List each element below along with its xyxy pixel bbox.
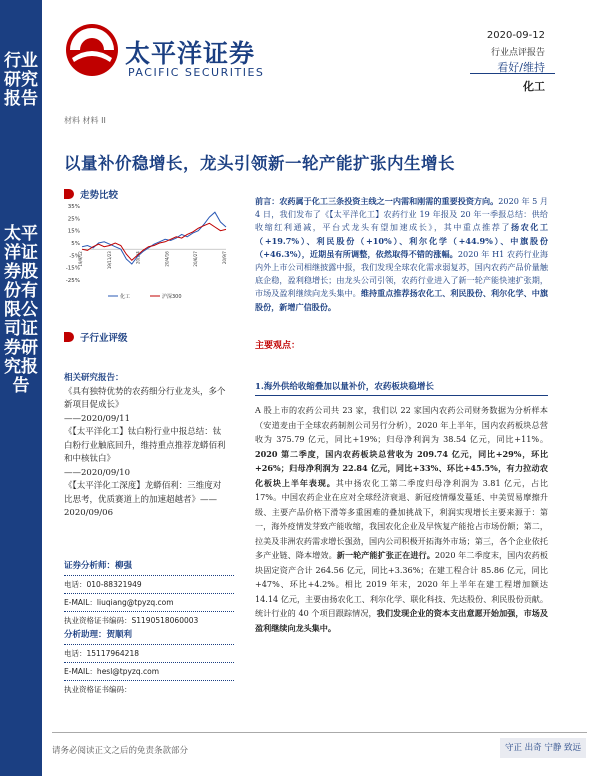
sub-rating-title: 子行业评级: [80, 333, 128, 344]
trend-section-head: [64, 187, 118, 201]
x-tick-label: 20/2/4: [135, 251, 141, 265]
series-line-chemical: [82, 212, 226, 264]
legend-label: 化工: [120, 294, 131, 300]
section-1-body: [255, 403, 548, 635]
y-tick-label: 25%: [67, 216, 80, 223]
preface-paragraph: [255, 195, 548, 314]
trend-section-title: 走势比较: [80, 190, 119, 201]
related-reports-title: 相关研究报告：: [64, 373, 124, 383]
preface-label: 前言：: [255, 196, 280, 206]
footer-motto: 守正 出奇 宁静 致远: [500, 738, 586, 758]
y-tick-label: 5%: [71, 241, 80, 247]
pacific-logo-icon: [64, 22, 120, 78]
legend-label: 沪深300: [162, 294, 182, 300]
rating-label: 看好/维持: [497, 61, 545, 74]
footer-disclaimer: 请务必阅读正文之后的免责条款部分: [52, 746, 189, 756]
body-text-e: 2020 年二季度末，国内农药板块固定资产合计 264.56 亿元，同比+3.36%；在建工程合计 85.86 亿元，同比+47%、环比+4.2%。相比 2019 年末，2020 年上半年在建工程增加额达 14.14 亿元，主要由扬农化工、利尔化学、联化科技、先达股份、利民股份贡献。统计行业的 40 个项目跟踪情况，: [255, 550, 548, 618]
y-tick-group: [66, 204, 226, 284]
brand-name-en: PACIFIC SECURITIES: [128, 66, 265, 79]
trend-chart: [60, 200, 230, 302]
divider: [64, 662, 234, 663]
body-text-a: A 股上市的农药公司共 23 家，我们以 22 家国内农药公司财务数据为分析样本（安道麦由于全球农药制剂公司另行分析），2020 年上半年，国内农药板块总营收为 375.79 亿元，同比+19%；归母净利润为 38.54 亿元，同比+11%。: [255, 405, 548, 444]
body-text-f: 我们发现企业的资本支出意愿开始加强，市场及盈利继续向龙头集中。: [255, 608, 548, 633]
analyst-cert: 执业资格证书编码：S1190518060003: [64, 616, 199, 625]
report-title: 以量补价稳增长，龙头引领新一轮产能扩张内生增长: [64, 154, 455, 173]
preface-picks: 扬农化工（+19.7%）、利民股份（+10%）、利尔化学（+44.9%）、中旗股份（+46.3%），近期虽有所调整，依然取得不错的涨幅。: [255, 222, 548, 259]
section-1-title: 1.海外供给收缩叠加以量补价，农药板块稳增长: [255, 382, 434, 392]
y-tick-label: 35%: [67, 204, 80, 210]
body-text-c: 其中扬农化工第二季度归母净利润为 3.81 亿元，占比 17%。中国农药企业在应对全球经济衰退、新冠疫情爆发蔓延、中美贸易摩擦升级、主要产品价格下滑等多重困难的叠加挑战下，利润实现增长主要来源于：第一，海外疫情发芽致产能收缩，我国农化企业及早恢复产能抢占市场份额；第二，拉美及非洲农药需求增长强劲，国内公司积极开拓海外市场；第三，各个企业依托多产业链、降本增效。: [255, 477, 548, 560]
x-tick-label: 20/4/16: [164, 251, 170, 267]
x-tick-group: [78, 251, 227, 269]
analyst-contact-1: [64, 561, 234, 626]
sub-rating-section-head: [64, 330, 128, 344]
related-report-date-2: ——2020/09/10: [64, 467, 130, 478]
related-reports: [64, 372, 226, 521]
brand-name-cn: 太平洋证券: [125, 39, 256, 68]
divider: [64, 593, 234, 594]
y-tick-label: -25%: [65, 278, 80, 284]
section-marker-icon: [64, 332, 74, 342]
y-tick-label: 15%: [67, 228, 80, 235]
report-type: 行业点评报告: [490, 48, 545, 58]
body-text-d: 新一轮产能扩张正在进行。: [336, 550, 435, 560]
preface-text-2: 2020 年 H1 农药行业海内外上市公司相继披露中报，我们发现全球农化需求弱复苏，国内农药产品价量触底企稳，盈利稳增长；由龙头公司引领，农药行业进入了新一轮产能快速扩张期，市场及盈利继续向龙头集中。: [255, 248, 548, 299]
x-tick-label: 19/11/23: [106, 251, 112, 270]
x-tick-label: 20/6/27: [193, 251, 199, 267]
divider: [64, 680, 234, 681]
analyst-email[interactable]: E-MAIL：liuqiang@tpyzq.com: [64, 598, 174, 607]
left-side-band: [0, 0, 42, 776]
section-1-divider: [255, 395, 548, 396]
x-tick-label: 20/9/7: [222, 251, 227, 265]
side-label-bottom: 太平洋证券股份有限公司证券研究报告: [4, 224, 38, 396]
footer-divider: [52, 732, 587, 733]
related-report-2[interactable]: 《【太平洋化工】钛白粉行业中报总结：钛白粉行业触底回升，维持重点推荐龙蟒佰利和中核钛白》: [64, 427, 226, 464]
assistant-phone: 电话：15117964218: [64, 649, 139, 658]
y-tick-label: -5%: [69, 253, 80, 260]
y-tick-label: -15%: [65, 265, 80, 272]
preface-recommend: 维持重点推荐扬农化工、利民股份、利尔化学、中旗股份，新增广信股份。: [255, 288, 548, 312]
related-report-1[interactable]: 《具有独特优势的农药细分行业龙头，多个新项目促成长》: [64, 386, 226, 410]
x-tick-label: 19/9/12: [78, 251, 83, 267]
assistant-cert: 执业资格证书编码：: [64, 685, 132, 694]
industry-label: 化工: [523, 80, 545, 93]
assistant-email[interactable]: E-MAIL：hesl@tpyzq.com: [64, 667, 160, 676]
chart-legend: [108, 293, 182, 300]
preface-lead: 农药属于化工三条投资主线之一内需和刚需的重要投资方向。: [279, 196, 499, 206]
report-date: 2020-09-12: [486, 30, 545, 41]
related-report-date-1: ——2020/09/11: [64, 413, 130, 424]
assistant-role: 分析助理：贺顺利: [64, 630, 133, 640]
body-text-b: 2020 第二季度，国内农药板块总营收为 209.74 亿元，同比+29%，环比+26%；归母净利润为 22.84 亿元，同比+33%、环比+45.5%，有力拉动农化板块上半年表现。: [255, 448, 548, 488]
divider: [64, 644, 234, 645]
divider: [64, 611, 234, 612]
key-points-title: 主要观点：: [255, 341, 301, 351]
analyst-contact-2: [64, 630, 234, 695]
side-label-top: 行业研究报告: [4, 51, 38, 109]
sector-tags: 材料 材料 II: [64, 116, 106, 125]
section-marker-icon: [64, 189, 74, 199]
analyst-role: 证券分析师：柳强: [64, 561, 133, 571]
analyst-phone: 电话：010-88321949: [64, 580, 142, 589]
header-divider: [470, 73, 555, 74]
preface-text: 2020 年 5 月 4 日，我们发布了《【太平洋化工】农药行业 19 年报及 20 年一季报总结：供给收缩红利通减，平台式龙头有望加速成长》，其中重点推荐了: [255, 196, 548, 233]
divider: [64, 575, 234, 576]
related-report-3[interactable]: 《【太平洋化工深度】龙蟒佰利：三维度对比思考，优质赛道上的加速超越者》——2020/09/06: [64, 481, 222, 518]
